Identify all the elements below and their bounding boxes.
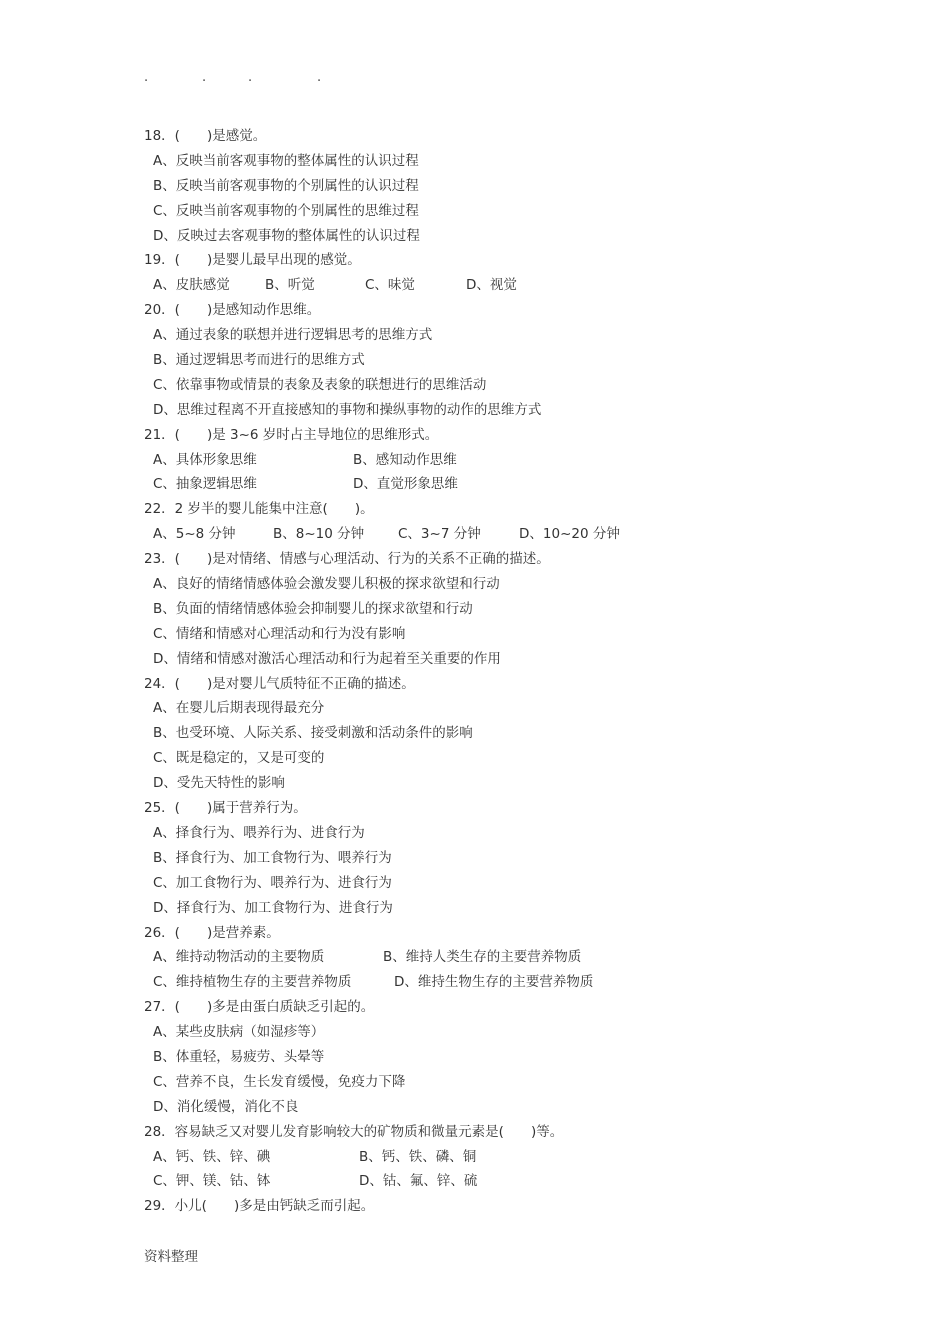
option-text: A、维持动物活动的主要物质	[153, 949, 325, 966]
option-row	[144, 945, 864, 970]
option-row	[144, 174, 864, 199]
option-row	[144, 522, 864, 547]
option-row	[144, 597, 864, 622]
question-list	[144, 124, 864, 1219]
question-stem: 24．( )是对婴儿气质特征不正确的描述。	[144, 675, 415, 692]
option-text: A、反映当前客观事物的整体属性的认识过程	[153, 152, 419, 169]
option-text: D、直觉形象思维	[353, 476, 458, 493]
option-row	[144, 323, 864, 348]
option-text: B、通过逻辑思考而进行的思维方式	[153, 352, 365, 369]
option-text: B、钙、铁、磷、铜	[359, 1148, 477, 1165]
option-text: D、消化缓慢，消化不良	[153, 1098, 299, 1115]
question-stem: 27．( )多是由蛋白质缺乏引起的。	[144, 999, 375, 1016]
option-text: D、思维过程离不开直接感知的事物和操纵事物的动作的思维方式	[153, 401, 542, 418]
question-stem: 29．小儿( )多是由钙缺乏而引起。	[144, 1198, 375, 1215]
header-dot: .	[144, 70, 149, 85]
option-row	[144, 647, 864, 672]
option-text: C、情绪和情感对心理活动和行为没有影响	[153, 625, 406, 642]
option-text: D、受先天特性的影响	[153, 775, 285, 792]
option-row	[144, 896, 864, 921]
option-text: B、也受环境、人际关系、接受刺激和活动条件的影响	[153, 725, 473, 742]
option-text: D、择食行为、加工食物行为、进食行为	[153, 899, 393, 916]
option-row	[144, 1045, 864, 1070]
header-dot: .	[202, 70, 207, 85]
option-row	[144, 199, 864, 224]
option-text: D、维持生物生存的主要营养物质	[394, 974, 594, 991]
option-row	[144, 1020, 864, 1045]
question-stem: 22．2 岁半的婴儿能集中注意( )。	[144, 501, 374, 518]
option-row	[144, 1145, 864, 1170]
option-row	[144, 622, 864, 647]
option-row	[144, 1070, 864, 1095]
option-text: C、味觉	[365, 277, 415, 294]
option-text: C、反映当前客观事物的个别属性的思维过程	[153, 202, 419, 219]
option-text: C、抽象逻辑思维	[153, 476, 257, 493]
option-row	[144, 448, 864, 473]
question-stem: 20．( )是感知动作思维。	[144, 302, 321, 319]
header-dot: .	[317, 70, 322, 85]
option-row	[144, 696, 864, 721]
option-row	[144, 273, 864, 298]
option-row	[144, 149, 864, 174]
option-text: D、情绪和情感对激活心理活动和行为起着至关重要的作用	[153, 650, 501, 667]
question-stem: 25．( )属于营养行为。	[144, 800, 307, 817]
option-row	[144, 472, 864, 497]
option-row	[144, 846, 864, 871]
option-text: C、3~7 分钟	[398, 526, 481, 543]
option-text: A、良好的情绪情感体验会激发婴儿积极的探求欲望和行动	[153, 576, 500, 593]
question-stem: 21．( )是 3~6 岁时占主导地位的思维形式。	[144, 426, 439, 443]
option-text: C、既是稳定的，又是可变的	[153, 750, 325, 767]
option-text: C、营养不良，生长发育缓慢，免疫力下降	[153, 1073, 406, 1090]
option-text: D、反映过去客观事物的整体属性的认识过程	[153, 227, 420, 244]
option-text: B、维持人类生存的主要营养物质	[383, 949, 582, 966]
option-text: B、体重轻，易疲劳、头晕等	[153, 1048, 325, 1065]
question-stem: 26．( )是营养素。	[144, 924, 280, 941]
option-row	[144, 1095, 864, 1120]
option-row	[144, 721, 864, 746]
question-stem: 28．容易缺乏又对婴儿发育影响较大的矿物质和微量元素是( )等。	[144, 1123, 564, 1140]
option-text: B、听觉	[265, 277, 315, 294]
option-text: D、钴、氟、锌、硫	[359, 1173, 478, 1190]
option-row	[144, 746, 864, 771]
option-text: C、加工食物行为、喂养行为、进食行为	[153, 874, 392, 891]
page-footer: 资料整理	[144, 1249, 198, 1265]
option-text: B、感知动作思维	[353, 451, 457, 468]
option-text: B、择食行为、加工食物行为、喂养行为	[153, 849, 392, 866]
option-text: B、8~10 分钟	[273, 526, 365, 543]
option-text: D、10~20 分钟	[519, 526, 620, 543]
option-row	[144, 1169, 864, 1194]
option-text: A、在婴儿后期表现得最充分	[153, 700, 325, 717]
option-text: B、负面的情绪情感体验会抑制婴儿的探求欲望和行动	[153, 600, 473, 617]
question-stem: 18．( )是感觉。	[144, 128, 267, 144]
option-text: A、具体形象思维	[153, 451, 257, 468]
option-row	[144, 771, 864, 796]
option-row	[144, 871, 864, 896]
header-dot: .	[248, 70, 253, 85]
option-text: A、钙、铁、锌、碘	[153, 1148, 271, 1165]
option-row	[144, 572, 864, 597]
question-stem: 19．( )是婴儿最早出现的感觉。	[144, 252, 361, 269]
question-stem: 23．( )是对情绪、情感与心理活动、行为的关系不正确的描述。	[144, 551, 550, 568]
option-row	[144, 398, 864, 423]
option-text: A、通过表象的联想并进行逻辑思考的思维方式	[153, 327, 433, 344]
option-row	[144, 224, 864, 249]
option-text: D、视觉	[466, 277, 517, 294]
option-text: C、依靠事物或情景的表象及表象的联想进行的思维活动	[153, 376, 487, 393]
option-row	[144, 373, 864, 398]
option-text: A、5~8 分钟	[153, 526, 236, 543]
option-text: A、择食行为、喂养行为、进食行为	[153, 824, 365, 841]
option-text: A、某些皮肤病（如湿疹等）	[153, 1024, 325, 1041]
option-text: B、反映当前客观事物的个别属性的认识过程	[153, 177, 419, 194]
option-row	[144, 970, 864, 995]
option-row	[144, 821, 864, 846]
option-text: C、维持植物生存的主要营养物质	[153, 974, 352, 991]
option-text: A、皮肤感觉	[153, 277, 230, 294]
option-row	[144, 348, 864, 373]
option-text: C、钾、镁、钴、钵	[153, 1173, 271, 1190]
